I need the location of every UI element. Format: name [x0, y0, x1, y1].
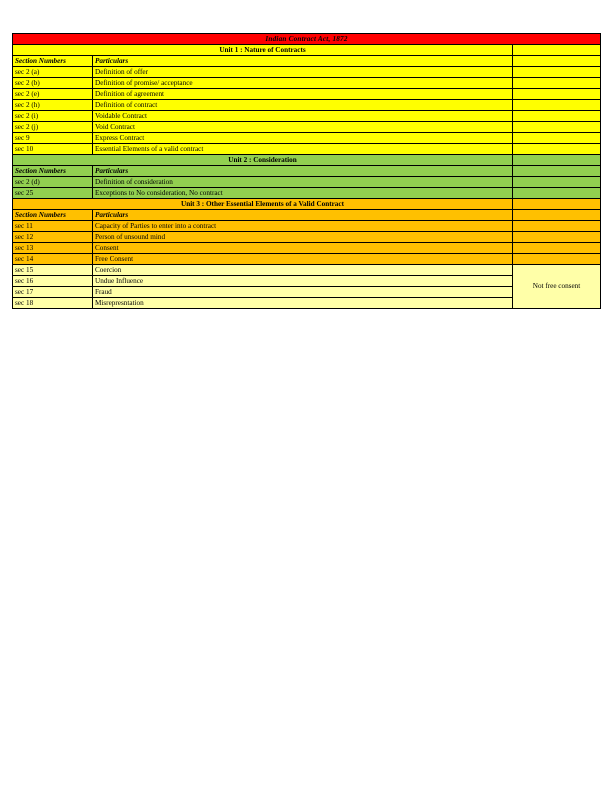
table-row — [13, 287, 601, 298]
cell-section: sec 18 — [13, 298, 93, 309]
table-row — [13, 298, 601, 309]
table-row — [13, 276, 601, 287]
table-row — [13, 265, 601, 276]
cell-section: sec 2 (b) — [13, 78, 93, 89]
column-header-particulars: Particulars — [93, 166, 513, 177]
cell-section: sec 13 — [13, 243, 93, 254]
cell-particulars: Person of unsound mind — [93, 232, 513, 243]
table-row — [13, 100, 601, 111]
cell-particulars: Express Contract — [93, 133, 513, 144]
cell-section: sec 2 (e) — [13, 89, 93, 100]
cell-particulars: Capacity of Parties to enter into a contract — [93, 221, 513, 232]
cell-section: sec 2 (a) — [13, 67, 93, 78]
column-header-particulars: Particulars — [93, 210, 513, 221]
cell-note — [513, 188, 601, 199]
cell-section: sec 15 — [13, 265, 93, 276]
cell-section: sec 2 (j) — [13, 122, 93, 133]
cell-section: sec 17 — [13, 287, 93, 298]
column-header-particulars: Particulars — [93, 56, 513, 67]
column-header-section: Section Numbers — [13, 56, 93, 67]
table-row — [13, 89, 601, 100]
cell-section: sec 16 — [13, 276, 93, 287]
cell-section: sec 25 — [13, 188, 93, 199]
cell-particulars: Misrepresntation — [93, 298, 513, 309]
unit3-banner-row — [13, 199, 601, 210]
cell-particulars: Definition of promise/ acceptance — [93, 78, 513, 89]
cell-particulars: Void Contract — [93, 122, 513, 133]
cell-particulars: Consent — [93, 243, 513, 254]
cell-particulars: Definition of agreement — [93, 89, 513, 100]
merged-note-not-free-consent: Not free consent — [513, 265, 601, 309]
cell-note — [513, 232, 601, 243]
cell-note — [513, 254, 601, 265]
table-row — [13, 221, 601, 232]
cell-section: sec 2 (i) — [13, 111, 93, 122]
cell-particulars: Definition of contract — [93, 100, 513, 111]
table-row — [13, 144, 601, 155]
unit-banner-2-spacer — [513, 155, 601, 166]
cell-note — [513, 78, 601, 89]
cell-particulars: Definition of offer — [93, 67, 513, 78]
table-row — [13, 177, 601, 188]
cell-note — [513, 67, 601, 78]
cell-particulars: Exceptions to No consideration, No contract — [93, 188, 513, 199]
cell-note — [513, 144, 601, 155]
table-row — [13, 254, 601, 265]
unit-banner-1-spacer — [513, 45, 601, 56]
cell-section: sec 11 — [13, 221, 93, 232]
cell-note — [513, 133, 601, 144]
cell-note — [513, 243, 601, 254]
column-header-notes — [513, 210, 601, 221]
cell-particulars: Free Consent — [93, 254, 513, 265]
cell-note — [513, 177, 601, 188]
unit1-header-row — [13, 56, 601, 67]
cell-section: sec 14 — [13, 254, 93, 265]
cell-note — [513, 221, 601, 232]
cell-section: sec 10 — [13, 144, 93, 155]
unit2-banner-row — [13, 155, 601, 166]
cell-section: sec 9 — [13, 133, 93, 144]
title-row — [13, 34, 601, 45]
cell-particulars: Definition of consideration — [93, 177, 513, 188]
cell-note — [513, 100, 601, 111]
table-row — [13, 78, 601, 89]
unit1-banner-row — [13, 45, 601, 56]
cell-note — [513, 122, 601, 133]
page-title: Indian Contract Act, 1872 — [13, 34, 601, 45]
cell-note — [513, 111, 601, 122]
table-row — [13, 243, 601, 254]
contract-act-table — [12, 33, 601, 309]
cell-particulars: Voidable Contract — [93, 111, 513, 122]
column-header-section: Section Numbers — [13, 166, 93, 177]
table-row — [13, 133, 601, 144]
cell-particulars: Undue Influence — [93, 276, 513, 287]
unit2-header-row — [13, 166, 601, 177]
cell-section: sec 12 — [13, 232, 93, 243]
cell-particulars: Coercion — [93, 265, 513, 276]
table-row — [13, 232, 601, 243]
worksheet — [12, 33, 600, 309]
unit-banner-2: Unit 2 : Consideration — [13, 155, 513, 166]
cell-note — [513, 89, 601, 100]
unit-banner-3-spacer — [513, 199, 601, 210]
table-row — [13, 122, 601, 133]
cell-particulars: Fraud — [93, 287, 513, 298]
unit-banner-3: Unit 3 : Other Essential Elements of a Valid Contract — [13, 199, 513, 210]
cell-section: sec 2 (d) — [13, 177, 93, 188]
column-header-notes — [513, 166, 601, 177]
unit-banner-1: Unit 1 : Nature of Contracts — [13, 45, 513, 56]
table-row — [13, 111, 601, 122]
column-header-notes — [513, 56, 601, 67]
table-row — [13, 188, 601, 199]
cell-section: sec 2 (h) — [13, 100, 93, 111]
column-header-section: Section Numbers — [13, 210, 93, 221]
table-row — [13, 67, 601, 78]
unit3-header-row — [13, 210, 601, 221]
cell-particulars: Essential Elements of a valid contract — [93, 144, 513, 155]
